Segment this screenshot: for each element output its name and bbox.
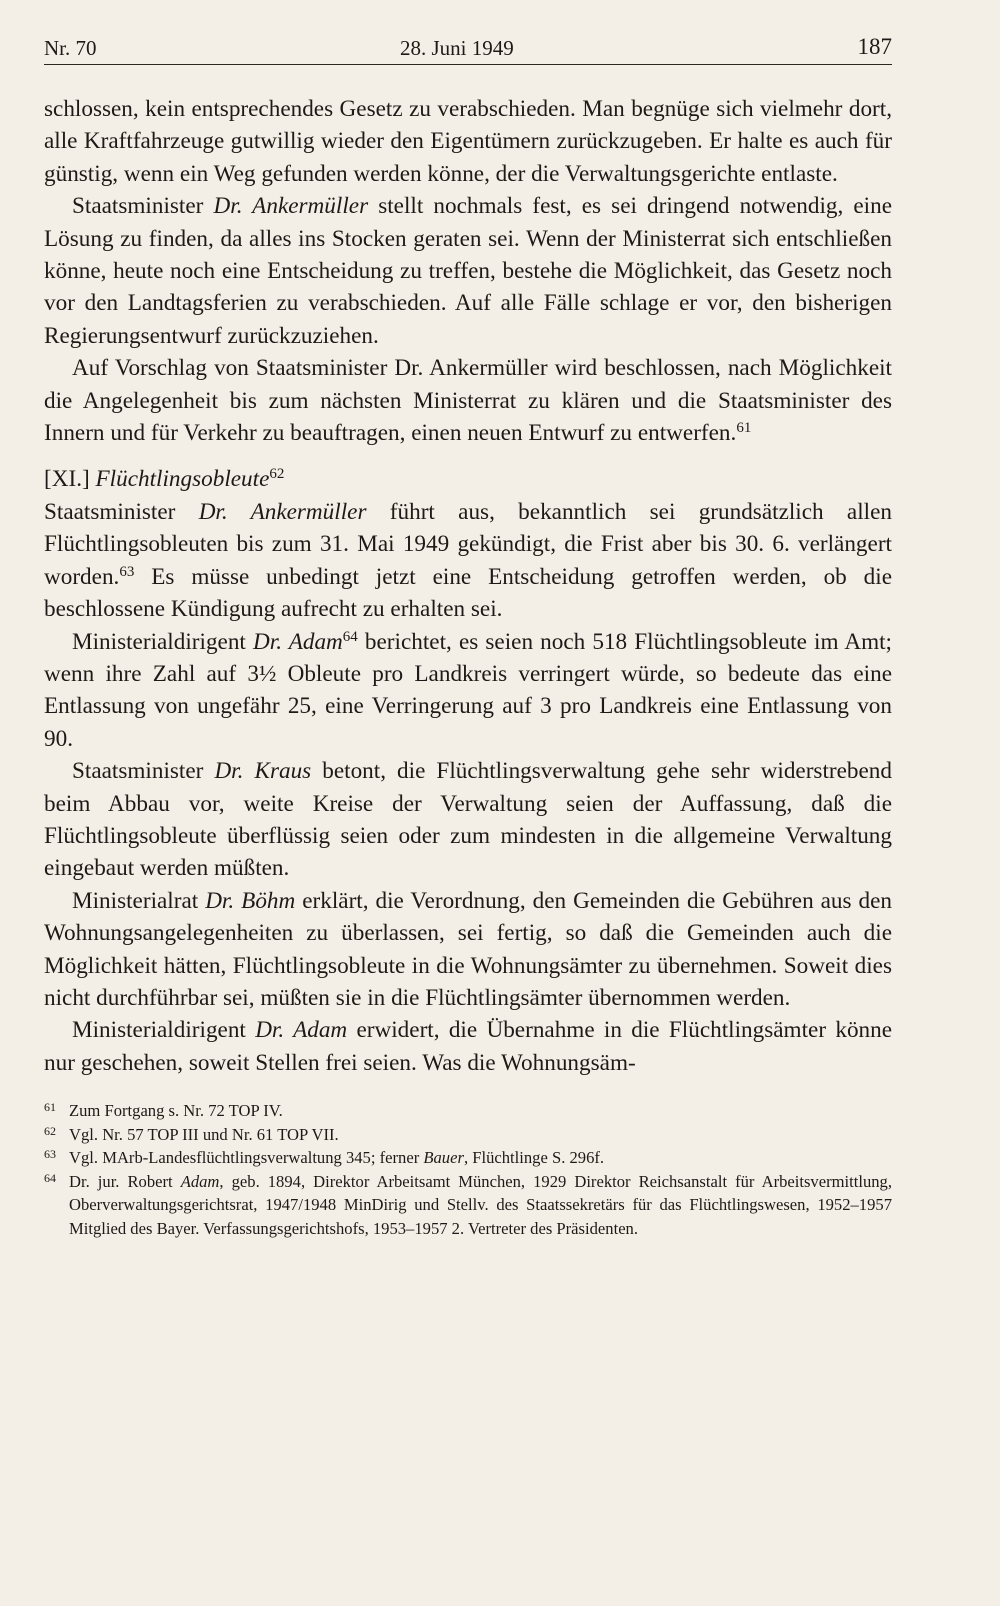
book-page: [44, 34, 892, 1240]
speaker-name: Dr. Adam: [255, 1017, 348, 1044]
paragraph-ankermueller-2: Staatsminister Dr. Ankermüller führt aus, bekanntlich sei grundsätzlich allen Flüchtlingsobleuten bis zum 31. Mai 1949 gekündigt, die Frist aber bis 30. 6. verlängert worden.$^{63}$ Es müsse unbedingt jetzt eine Entscheidung getroffen werden, ob die beschlossene Kündigung aufrecht zu erhalten sei.: [44, 498, 892, 623]
speaker-name: Dr. Ankermüller: [198, 498, 367, 525]
footnote: 63 Vgl. MArb-Landesflüchtlingsverwaltung 345; ferner Bauer, Flüchtlinge S. 296f.: [44, 1146, 892, 1170]
paragraph-adam-1: Ministerialdirigent Dr. Adam$^{64}$ berichtet, es seien noch 518 Flüchtlingsobleute im Amt; wenn ihre Zahl auf 3½ Obleute pro Landkreis verringert würde, so bedeute das eine Entlassung von ungefähr 25, eine Verringerung auf 3 pro Landkreis eine Entlassung von 90.: [44, 628, 892, 752]
speaker-name: Dr. Adam: [253, 628, 343, 655]
footnote-number: 61: [44, 1100, 56, 1115]
paragraph-boehm: Ministerialrat Dr. Böhm erklärt, die Verordnung, den Gemeinden die Gebühren aus den Wohnungsangelegenheiten zu überlassen, sei fertig, so daß die Gemeinden auch die Möglichkeit hätten, Flüchtlingsobleute in die Wohnungsämter zu übernehmen. Soweit dies nicht durchführbar sei, müßten sie in die Flüchtlingsämter übernommen werden.: [44, 887, 893, 1011]
paragraph-resolution: Auf Vorschlag von Staatsminister Dr. Ankermüller wird beschlossen, nach Möglichkeit die Angelegenheit bis zum nächsten Ministerrat zu klären und die Staatsminister des Innern und für Verkehr zu beauftragen, einen neuen Entwurf zu entwerfen.$^{61}$: [44, 355, 892, 447]
speaker-name: Dr. Kraus: [214, 758, 312, 785]
section-title: Flüchtlingsobleute: [95, 466, 270, 493]
footnote: 64 Dr. jur. Robert Adam, geb. 1894, Direktor Arbeitsamt München, 1929 Direktor Reichsanstalt für Arbeitsvermittlung, Oberverwaltungsgerichtsrat, 1947/1948 MinDirig und Stellv. des Staatssekretärs für das Flüchtlingswesen, 1952–1957 Mitglied des Bayer. Verfassungsgerichtshofs, 1953–1957 2. Vertreter des Präsidenten.: [44, 1170, 892, 1241]
paragraph-kraus: Staatsminister Dr. Kraus betont, die Flüchtlingsverwaltung gehe sehr widerstrebend beim Abbau vor, weite Kreise der Verwaltung seien der Auffassung, daß die Flüchtlingsobleute überflüssig seien oder zum mindesten in die allgemeine Verwaltung eingebaut werden müßten.: [44, 758, 892, 882]
section-heading: [44, 463, 892, 495]
footnotes: [44, 1099, 892, 1240]
header-date: 28. Juni 1949: [400, 36, 514, 60]
speaker-name: Dr. Böhm: [205, 887, 296, 914]
footnote-ref: 63: [119, 563, 135, 580]
footnote-ref: 61: [736, 420, 752, 437]
body-text: [44, 93, 892, 1079]
speaker-name: Dr. Ankermüller: [213, 193, 369, 220]
paragraph-adam-2: Ministerialdirigent Dr. Adam erwidert, die Übernahme in die Flüchtlingsämter könne nur geschehen, soweit Stellen frei seien. Was die Wohnungsäm-: [44, 1017, 893, 1076]
footnote-number: 63: [44, 1147, 56, 1162]
section-number: [XI.]: [44, 466, 90, 493]
running-header: [44, 34, 892, 65]
page-number: 187: [857, 34, 892, 59]
footnote: 62 Vgl. Nr. 57 TOP III und Nr. 61 TOP VII.: [44, 1123, 892, 1147]
footnote-number: 62: [44, 1123, 56, 1138]
footnote-ref: 64: [342, 628, 358, 645]
footnote-ref: 62: [269, 466, 285, 483]
document-number: Nr. 70: [44, 36, 97, 60]
footnote: 61 Zum Fortgang s. Nr. 72 TOP IV.: [44, 1099, 892, 1123]
footnote-number: 64: [44, 1170, 56, 1185]
paragraph-continuation: schlossen, kein entsprechendes Gesetz zu verabschieden. Man begnüge sich vielmehr dort, alle Kraftfahrzeuge gutwillig wieder den Eigentümern zurückzugeben. Er halte es auch für günstig, wenn ein Weg gefunden werden könne, der die Verwaltungsgerichte entlaste.: [44, 96, 892, 187]
paragraph-ankermueller-1: Staatsminister Dr. Ankermüller stellt nochmals fest, es sei dringend notwendig, eine Lösung zu finden, da alles ins Stocken geraten sei. Wenn der Ministerrat sich entschließen könne, heute noch eine Entscheidung zu treffen, bestehe die Möglichkeit, das Gesetz noch vor den Landtagsferien zu verabschieden. Auf alle Fälle schlage er vor, den bisherigen Regierungsentwurf zurückzuziehen.: [44, 193, 892, 349]
